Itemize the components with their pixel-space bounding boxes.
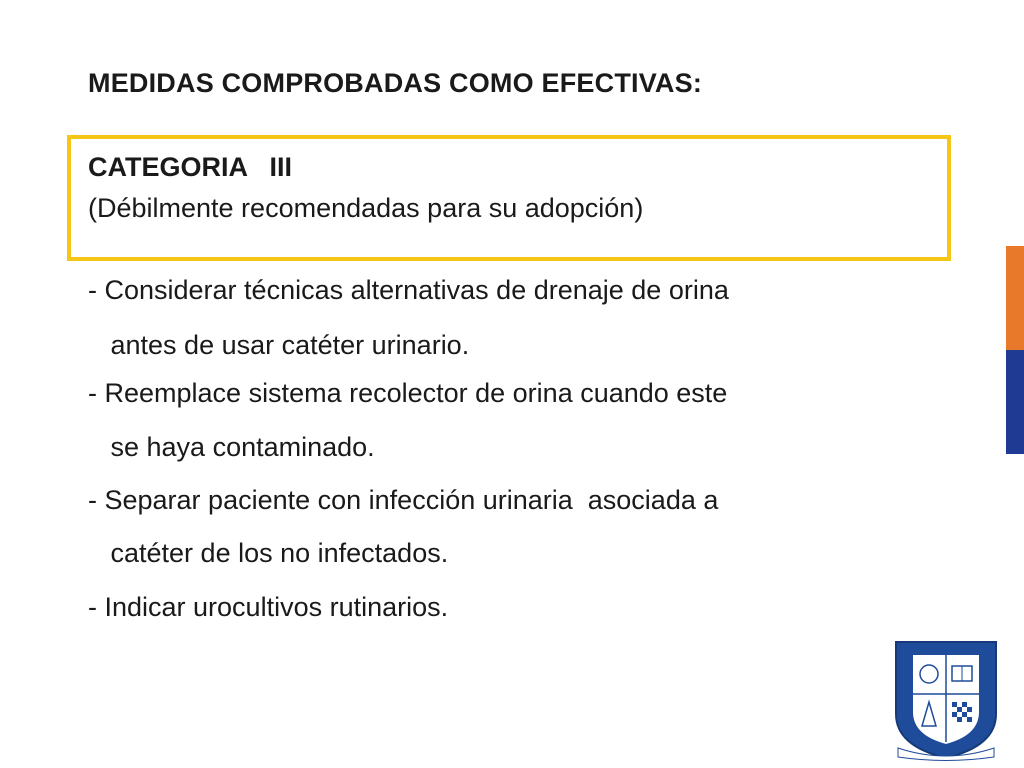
list-item: - Separar paciente con infección urinaria asociada a <box>88 485 719 515</box>
list-item: - Indicar urocultivos rutinarios. <box>88 592 449 622</box>
accent-stripe-orange <box>1006 246 1024 350</box>
list-item: catéter de los no infectados. <box>88 538 449 568</box>
university-crest <box>890 636 1002 762</box>
list-item: antes de usar catéter urinario. <box>88 330 470 360</box>
slide-heading: MEDIDAS COMPROBADAS COMO EFECTIVAS: <box>88 68 703 98</box>
list-item: - Reemplace sistema recolector de orina cuando este <box>88 378 728 408</box>
accent-stripe-blue <box>1006 350 1024 454</box>
category-title: CATEGORIA III <box>88 152 293 182</box>
category-subtitle: (Débilmente recomendadas para su adopción) <box>88 193 644 223</box>
list-item: se haya contaminado. <box>88 432 375 462</box>
list-item: - Considerar técnicas alternativas de drenaje de orina <box>88 275 729 305</box>
